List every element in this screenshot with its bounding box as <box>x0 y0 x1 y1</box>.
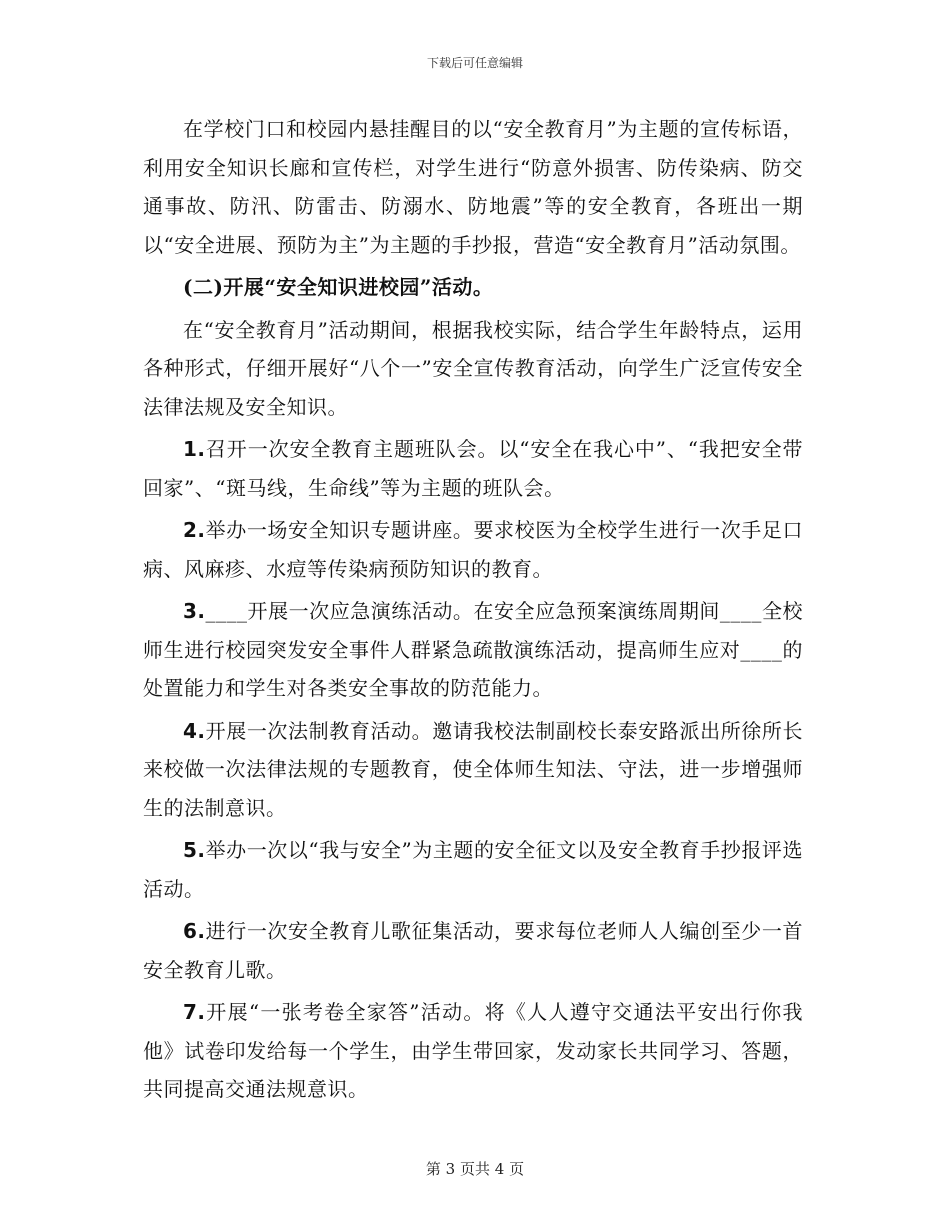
item-text: 举办一场安全知识专题讲座。要求校医为全校学生进行一次手足口病、风麻疹、水痘等传染病预防知识的教育。 <box>143 518 803 581</box>
list-item <box>143 831 803 908</box>
item-number: 2. <box>183 518 206 542</box>
document-body <box>143 110 803 1113</box>
item-number: 3. <box>183 599 206 623</box>
item-number: 4. <box>183 718 206 743</box>
item-text: ____开展一次应急演练活动。在安全应急预案演练周期间____全校师生进行校园突发安全事件人群紧急疏散演练活动，提高师生应对____的处置能力和学生对各类安全事故的防范能力。 <box>143 599 803 700</box>
item-text: 开展“一张考卷全家答”活动。将《人人遵守交通法平安出行你我他》试卷印发给每一个学生，由学生带回家，发动家长共同学习、答题，共同提高交通法规意识。 <box>143 1000 803 1101</box>
list-item <box>143 712 803 828</box>
list-item <box>143 430 803 507</box>
list-item <box>143 993 803 1109</box>
item-text: 召开一次安全教育主题班队会。以“安全在我心中”、“我把安全带回家”、“斑马线，生命线”等为主题的班队会。 <box>143 437 803 500</box>
item-number: 6. <box>183 919 206 943</box>
page-header: 下载后可任意编辑 <box>426 56 523 70</box>
list-item <box>143 511 803 588</box>
list-item <box>143 912 803 989</box>
section-heading: (二)开展“安全知识进校园”活动。 <box>183 275 494 299</box>
list-item <box>143 592 803 708</box>
item-text: 进行一次安全教育儿歌征集活动，要求每位老师人人编创至少一首安全教育儿歌。 <box>143 919 803 982</box>
item-text: 开展一次法制教育活动。邀请我校法制副校长泰安路派出所徐所长来校做一次法律法规的专题教育，使全体师生知法、守法，进一步增强师生的法制意识。 <box>143 718 803 820</box>
item-number: 1. <box>183 437 206 461</box>
paragraph-overview: 在“安全教育月”活动期间，根据我校实际，结合学生年龄特点，运用各种形式，仔细开展好“八个一”安全宣传教育活动，向学生广泛宣传安全法律法规及安全知识。 <box>143 317 803 419</box>
item-text: 举办一次以“我与安全”为主题的安全征文以及安全教育手抄报评选活动。 <box>143 838 803 901</box>
paragraph-intro: 在学校门口和校园内悬挂醒目的以“安全教育月”为主题的宣传标语，利用安全知识长廊和宣传栏，对学生进行“防意外损害、防传染病、防交通事故、防汛、防雷击、防溺水、防地震”等的安全教育，各班出一期以“安全进展、预防为主”为主题的手抄报，营造“安全教育月”活动氛围。 <box>143 117 803 257</box>
item-number: 5. <box>183 838 206 862</box>
item-number: 7. <box>183 1000 206 1024</box>
page-footer: 第 3 页共 4 页 <box>425 1160 525 1178</box>
